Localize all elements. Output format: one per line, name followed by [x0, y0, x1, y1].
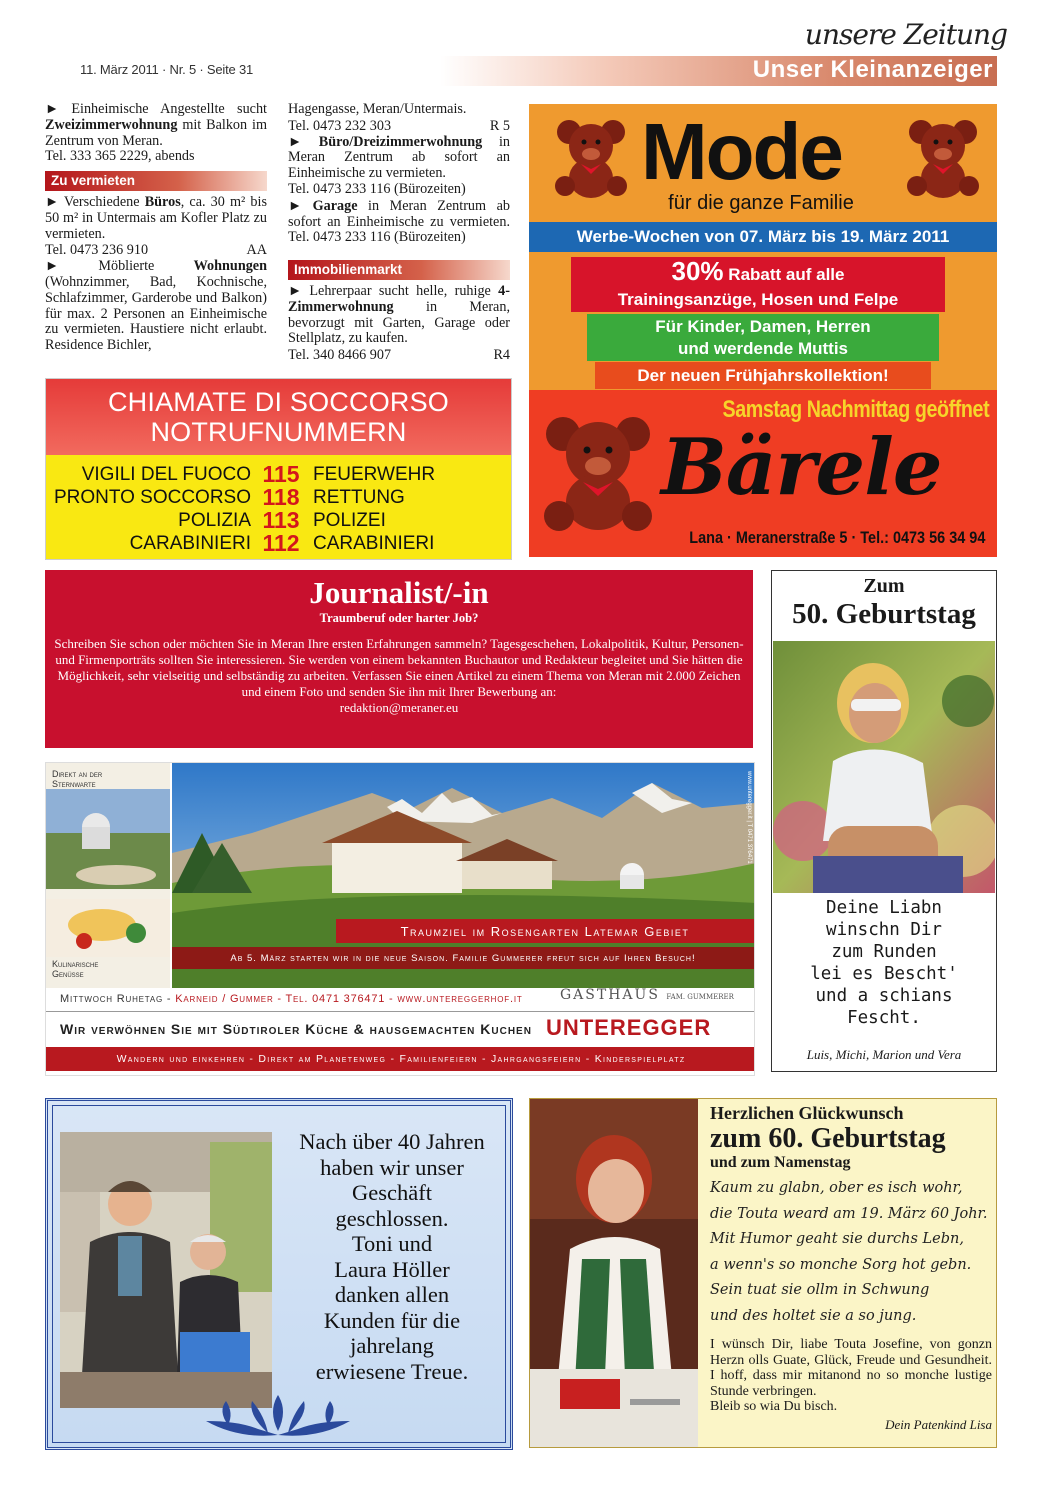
promo-weeks-banner: Werbe-Wochen von 07. März bis 19. März 2011	[529, 222, 997, 252]
divider	[46, 1011, 755, 1012]
job-description: Schreiben Sie schon oder möchten Sie in Meran Ihre ersten Erfahrungen sammeln? Tagesgeschehen, Lokalpolitik, Kultur, Personen- und Firmenporträts sollten Sie interessieren. Sie werden von einem bekannten Buchautor und Redakteur begleitet und Sie hätten die Möglichkeit, sehr vielseitig und selbständig zu arbeiten. Verfassen Sie einen Artikel zu einem Thema von Meran mit 2.000 Zeichen und einem Foto und senden Sie ihn mit Ihrer Bewerbung an:	[54, 636, 744, 699]
target-group-banner: Für Kinder, Damen, Herren und werdende Muttis	[587, 314, 939, 361]
shop-closing-thank-you-ad	[45, 1098, 513, 1450]
journalist-job-ad	[45, 570, 753, 748]
classified-contact: Tel. 0473 236 910 AA	[45, 242, 267, 259]
emergency-row: CARABINIERI 112 CARABINIERI	[129, 530, 435, 556]
cuisine-slogan: Wir verwöhnen Sie mit Südtiroler Küche & hausgemachten Kuchen	[60, 1021, 532, 1037]
ad-title: Mode	[641, 107, 842, 196]
side-photo-panel	[46, 763, 170, 988]
gasthaus-label: GASTHAUS FAM. GUMMERER	[560, 987, 734, 1003]
birthday-50-ad	[771, 570, 997, 1072]
observatory-caption: Direkt an der Sternwarte	[52, 769, 103, 789]
birthday-wishes: I wünsch Dir, liabe Touta Josefine, von gonzn Herzn olls Guate, Glück, Freude und Gesundheit. I hoff, dass mir mitanond no so monche lustige Stunde verbringen. Bleib so wia Du bisch.	[710, 1337, 992, 1414]
issue-date-line: 11. März 2011 · Nr. 5 · Seite 31	[80, 62, 254, 77]
cuisine-caption: Kulinarische Genüsse	[52, 959, 99, 979]
observatory-and-food-photos	[46, 763, 170, 988]
baerele-fashion-ad	[529, 104, 997, 557]
activities-banner: Wandern und einkehren - Direkt am Planetenweg - Familienfeiern - Jahrgangsfeiern - Kinderspielplatz	[46, 1047, 755, 1071]
birthday-signature: Luis, Michi, Marion und Vera	[806, 1047, 962, 1062]
job-title: Journalist/-in	[309, 575, 489, 610]
classified-ad: ► Verschiedene Büros, ca. 30 m² bis 50 m² in Untermais am Kofler Platz zu vermieten.	[45, 193, 267, 242]
emergency-row: PRONTO SOCCORSO 118 RETTUNG	[53, 484, 405, 510]
shop-owners-photo	[60, 1132, 272, 1408]
birthday-person-photo	[773, 641, 995, 893]
classified-ad: ► Büro/Dreizimmerwohnung in Meran Zentrum ab sofort an Einheimische zu vermieten. Tel. 0473 233 116 (Bürozeiten)	[288, 133, 510, 197]
classified-ad: ► Lehrerpaar sucht helle, ruhige 4-Zimmerwohnung in Meran, bevorzugt mit Garten, Garage oder Stellplatz, zu kaufen.	[288, 282, 510, 347]
emergency-title-it: CHIAMATE DI SOCCORSO	[107, 387, 450, 417]
classified-ad: Hagengasse, Meran/Untermais.	[288, 101, 467, 117]
teddy-bear-icon	[903, 116, 983, 202]
birthday-signature: Dein Patenkind Lisa	[885, 1416, 992, 1432]
greeting-title: zum 60. Geburtstag	[710, 1123, 946, 1154]
collection-banner: Der neuen Frühjahrskollektion!	[595, 362, 931, 389]
emergency-title-de: NOTRUFNUMMERN	[150, 417, 407, 447]
emergency-list	[46, 455, 511, 559]
opening-hours-note: Samstag Nachmittag geöffnet	[722, 396, 989, 423]
birthday-message: Deine Liabn winschn Dir zum Runden lei es Bescht' und a schians Fescht.	[810, 898, 958, 1028]
classified-ad: ► Einheimische Angestellte sucht Zweizimmerwohnung mit Balkon im Zentrum von Meran. Tel. 333 365 2229, abends	[45, 101, 267, 165]
section-heading-immobilienmarkt: Immobilienmarkt	[288, 260, 510, 280]
store-address: Lana · Meranerstraße 5 · Tel.: 0473 56 34 94	[688, 528, 985, 547]
birthday-poem: Kaum zu glabn, ober es isch wohr, die Touta weard am 19. März 60 Johr. Mit Humor geaht sie durchs Lebn, a wenn's so monche Sorg hot gebn. Sein tuat sie ollm in Schwung und des holtet sie a so jung.	[710, 1180, 988, 1324]
emergency-row: VIGILI DEL FUOCO 115 FEUERWEHR	[81, 461, 436, 487]
birthday-60-ad	[529, 1098, 997, 1448]
classified-contact: Tel. 0473 232 303 R 5	[288, 117, 510, 134]
section-title: Unser Kleinanzeiger	[752, 56, 993, 83]
greeting-title: 50. Geburtstag	[792, 598, 976, 630]
classifieds-column-1	[45, 102, 267, 355]
vertical-contact-strip: www.unteregger.it | T 0471 376471	[746, 771, 752, 864]
destination-banner: Traumziel im Rosengarten Latemar Gebiet	[336, 919, 754, 943]
discount-banner: 30% Rabatt auf alle Trainingsanzüge, Hosen und Felpe	[571, 257, 945, 312]
birthday-60-text	[710, 1099, 992, 1433]
teddy-bear-icon	[539, 412, 657, 538]
contact-email[interactable]: redaktion@meraner.eu	[339, 700, 459, 715]
classifieds-column-2	[288, 102, 510, 364]
gasthaus-name: UNTEREGGER	[546, 1015, 712, 1040]
emergency-header	[46, 379, 511, 455]
job-subtitle: Traumberuf oder harter Job?	[319, 611, 479, 625]
greeting-subtitle: und zum Namenstag	[710, 1154, 851, 1171]
greeting-prefix: Herzlichen Glückwunsch	[710, 1103, 904, 1123]
season-opening-banner: Ab 5. März starten wir in die neue Saison. Familie Gummerer freut sich auf Ihren Besuch!	[172, 947, 754, 969]
classified-ad: ► Garage in Meran Zentrum ab sofort an Einheimische zu vermieten. Tel. 0473 233 116 (Bürozeiten)	[288, 197, 510, 246]
thank-you-message: Nach über 40 Jahren haben wir unser Geschäft geschlossen. Toni und Laura Höller danken allen Kunden für die jahrelang erwiesene Treue.	[299, 1129, 485, 1384]
ad-subtitle: für die ganze Familie	[668, 192, 854, 214]
classified-ad: ► Möblierte Wohnungen (Wohnzimmer, Bad, Kochnische, Schlafzimmer, Garderobe und Balkon) für max. 2 Personen an Einheimische zu vermieten. Haustiere nicht erlaubt. Residence Bichler,	[45, 258, 267, 354]
emergency-numbers-ad	[45, 378, 512, 560]
greeting-prefix: Zum	[863, 575, 905, 597]
opening-info: Mittwoch Ruhetag - Karneid / Gummer - Tel. 0471 376471 - www.untereggerhof.it	[60, 993, 523, 1005]
section-heading-zu-vermieten: Zu vermieten	[45, 171, 267, 191]
laurel-ornament-icon	[198, 1391, 358, 1443]
newspaper-logo: unsere Zeitung	[804, 18, 1007, 51]
store-brand-name: Bärele	[661, 422, 942, 513]
unteregger-gasthaus-ad	[45, 762, 755, 1076]
emergency-row: POLIZIA 113 POLIZEI	[178, 507, 386, 533]
birthday-person-photo	[530, 1099, 698, 1447]
teddy-bear-icon	[551, 116, 631, 202]
classified-contact: Tel. 340 8466 907 R4	[288, 347, 510, 364]
